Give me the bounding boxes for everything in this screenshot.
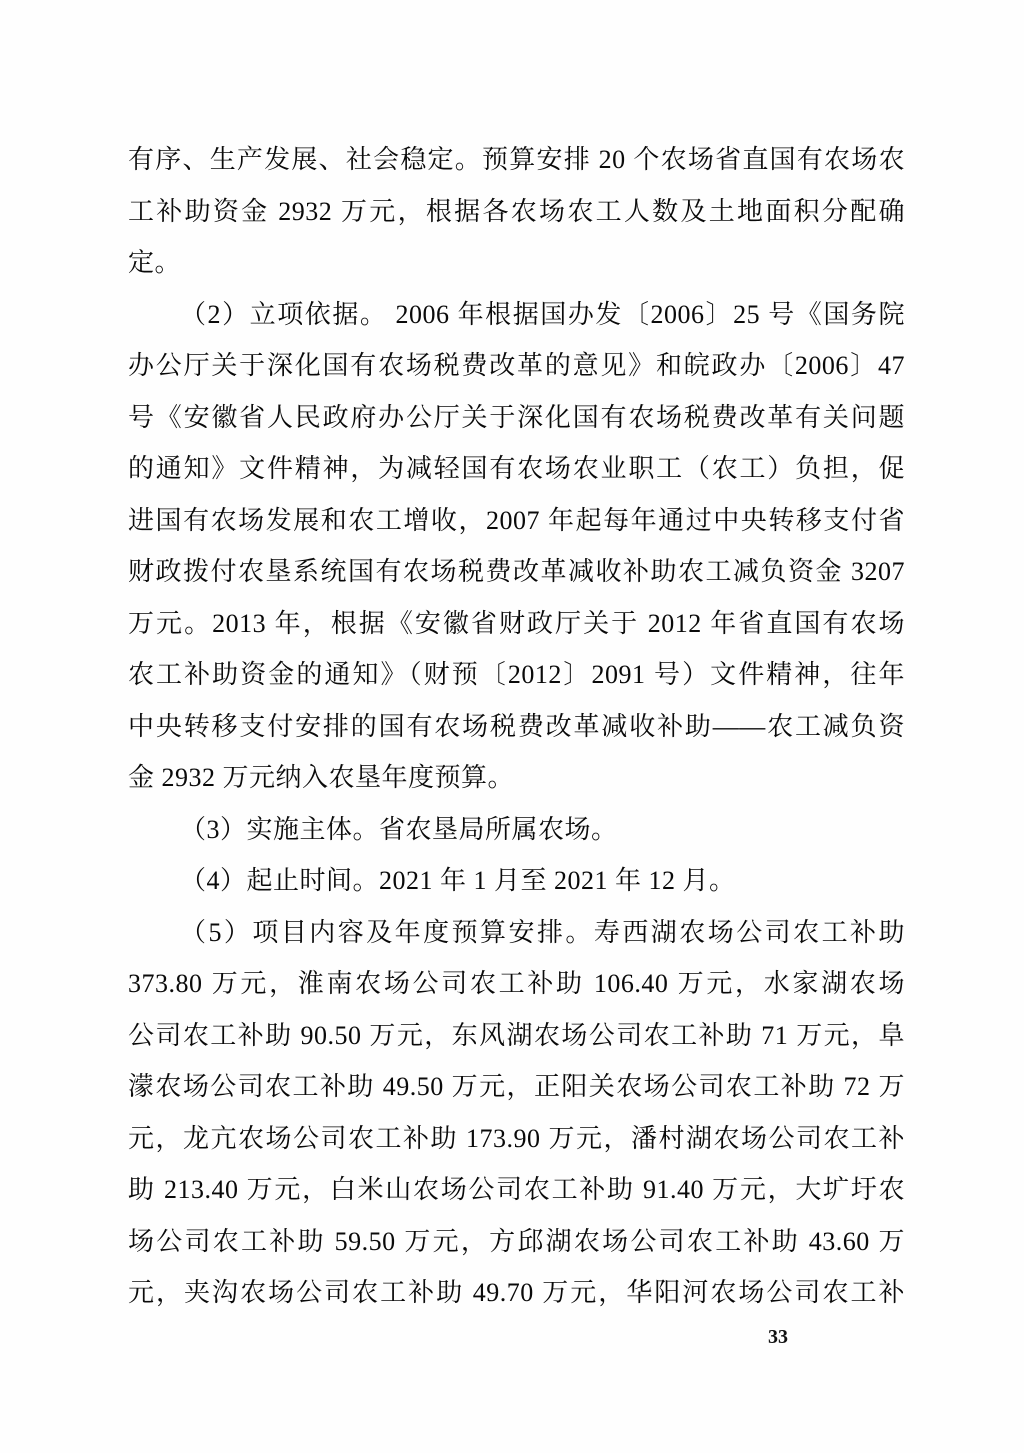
text-line: 号《安徽省人民政府办公厅关于深化国有农场税费改革有关问题 [128,402,905,432]
text-line: 元，龙亢农场公司农工补助 173.90 万元，潘村湖农场公司农工补 [128,1123,905,1153]
text-line: 金 2932 万元纳入农垦年度预算。 [128,763,515,792]
text-line: 工补助资金 2932 万元，根据各农场农工人数及土地面积分配确 [128,196,905,226]
text-line: 万元。2013 年，根据《安徽省财政厅关于 2012 年省直国有农场 [128,608,905,638]
text-line: 定。 [128,248,182,277]
text-line: 中央转移支付安排的国有农场税费改革减收补助——农工减负资 [128,711,905,741]
page-number: 33 [768,1326,788,1348]
text-line: 373.80 万元，淮南农场公司农工补助 106.40 万元，水家湖农场 [128,969,905,998]
text-line: 财政拨付农垦系统国有农场税费改革减收补助农工减负资金 3207 [128,557,905,586]
text-line: （3）实施主体。省农垦局所属农场。 [180,814,618,844]
text-line: （5）项目内容及年度预算安排。寿西湖农场公司农工补助 [180,917,905,947]
text-line: （4）起止时间。2021 年 1 月至 2021 年 12 月。 [180,866,736,895]
text-line: 助 213.40 万元，白米山农场公司农工补助 91.40 万元，大圹圩农 [128,1175,905,1204]
text-line: 场公司农工补助 59.50 万元，方邱湖农场公司农工补助 43.60 万 [128,1226,905,1256]
text-line: 濛农场公司农工补助 49.50 万元，正阳关农场公司农工补助 72 万 [128,1072,905,1101]
text-line: （2）立项依据。 2006 年根据国办发〔2006〕25 号《国务院 [180,299,905,329]
text-line: 农工补助资金的通知》（财预〔2012〕2091 号）文件精神，往年 [128,660,905,689]
text-line: 办公厅关于深化国有农场税费改革的意见》和皖政办〔2006〕47 [128,351,905,380]
text-line: 进国有农场发展和农工增收，2007 年起每年通过中央转移支付省 [128,505,905,535]
text-line: 元，夹沟农场公司农工补助 49.70 万元，华阳河农场公司农工补 [128,1278,905,1307]
text-line: 有序、生产发展、社会稳定。预算安排 20 个农场省直国有农场农 [128,145,905,174]
text-line: 的通知》文件精神，为减轻国有农场农业职工（农工）负担，促 [128,454,905,483]
text-line: 公司农工补助 90.50 万元，东风湖农场公司农工补助 71 万元，阜 [128,1020,905,1050]
document-body-text [128,134,905,1319]
